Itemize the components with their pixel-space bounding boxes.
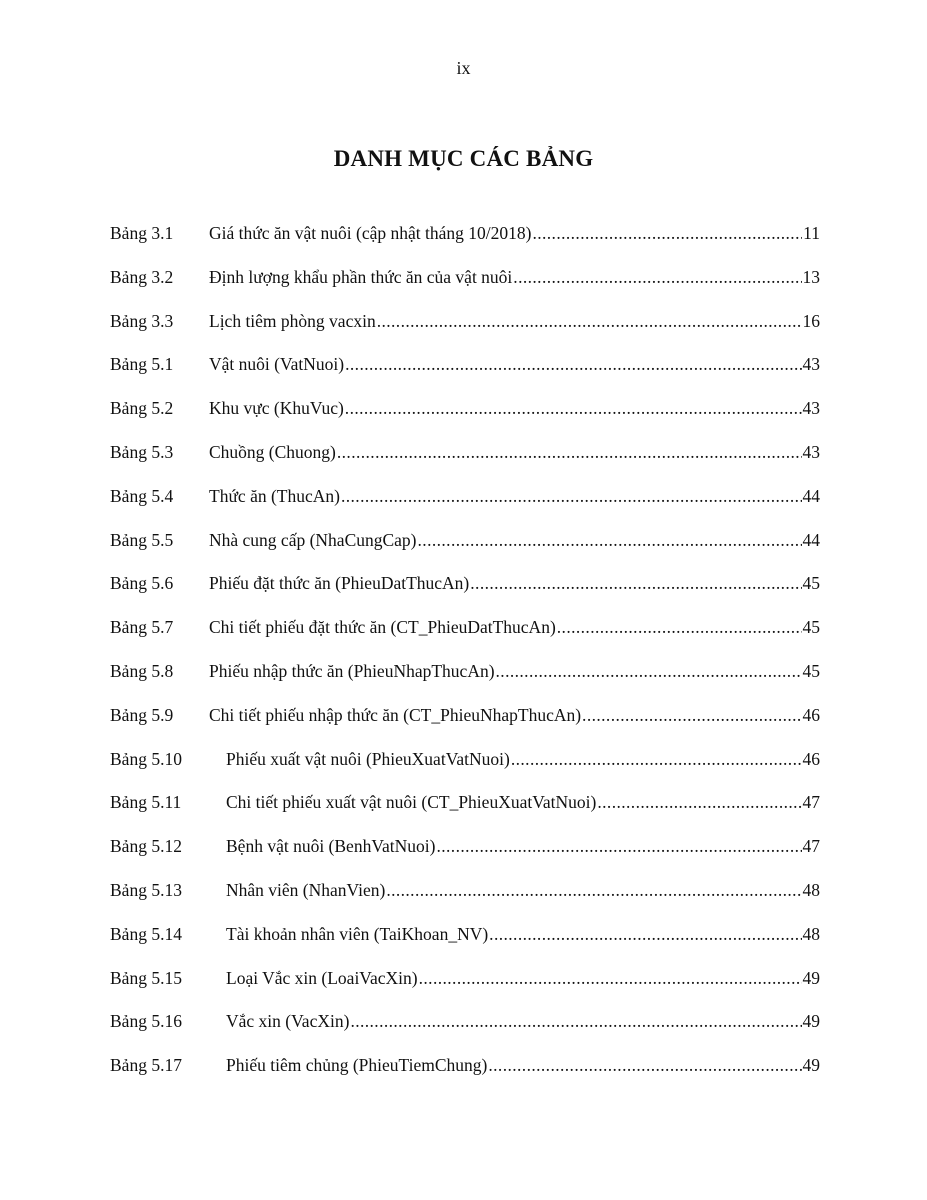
toc-entry-title: Vật nuôi (VatNuoi) bbox=[209, 354, 345, 375]
toc-entry-page: 43 bbox=[802, 441, 820, 462]
toc-entry-label: Bảng 5.3 bbox=[110, 441, 174, 462]
toc-entry-page: 43 bbox=[802, 398, 820, 419]
toc-entry-page: 13 bbox=[802, 266, 820, 287]
toc-entry-label: Bảng 3.1 bbox=[110, 223, 174, 243]
toc-entry-label: Bảng 5.11 bbox=[110, 792, 182, 813]
toc-entry-label: Bảng 5.2 bbox=[110, 398, 174, 419]
toc-entry-page: 45 bbox=[802, 617, 820, 638]
toc-entry-title: Phiếu nhập thức ăn (PhieuNhapThucAn) bbox=[209, 660, 495, 681]
toc-entry-page: 46 bbox=[802, 704, 820, 725]
dot-leader bbox=[377, 309, 802, 333]
table-list bbox=[110, 221, 820, 1097]
toc-entry-page: 48 bbox=[802, 923, 820, 944]
toc-entry-title: Chi tiết phiếu đặt thức ăn (CT_PhieuDatThucAn) bbox=[209, 617, 556, 638]
toc-entry-title: Nhân viên (NhanVien) bbox=[226, 879, 386, 900]
toc-entry[interactable] bbox=[110, 528, 820, 572]
toc-entry[interactable] bbox=[110, 352, 820, 396]
toc-entry-page: 44 bbox=[802, 485, 820, 506]
toc-entry-label: Bảng 5.12 bbox=[110, 836, 182, 857]
toc-entry-label: Bảng 5.4 bbox=[110, 485, 174, 506]
toc-entry[interactable] bbox=[110, 484, 820, 528]
toc-entry[interactable] bbox=[110, 1053, 820, 1097]
toc-entry-title: Phiếu đặt thức ăn (PhieuDatThucAn) bbox=[209, 573, 470, 594]
toc-entry-label: Bảng 5.10 bbox=[110, 748, 182, 769]
page-title: DANH MỤC CÁC BẢNG bbox=[333, 146, 594, 171]
toc-entry-title: Thức ăn (ThucAn) bbox=[209, 485, 340, 506]
toc-entry-label: Bảng 3.3 bbox=[110, 310, 174, 331]
toc-entry-page: 49 bbox=[802, 1055, 820, 1076]
dot-leader bbox=[345, 396, 802, 420]
toc-entry-title: Loại Vắc xin (LoaiVacXin) bbox=[226, 967, 418, 988]
toc-entry-page: 43 bbox=[802, 354, 820, 375]
toc-entry-title: Chi tiết phiếu xuất vật nuôi (CT_PhieuXuatVatNuoi) bbox=[226, 792, 597, 813]
dot-leader bbox=[513, 265, 801, 289]
toc-entry-title: Vắc xin (VacXin) bbox=[226, 1011, 350, 1032]
toc-entry-page: 49 bbox=[802, 967, 820, 988]
dot-leader bbox=[532, 221, 802, 245]
toc-entry[interactable] bbox=[110, 440, 820, 484]
dot-leader bbox=[597, 790, 801, 814]
toc-entry-title: Chuồng (Chuong) bbox=[209, 441, 336, 462]
toc-entry[interactable] bbox=[110, 878, 820, 922]
dot-leader bbox=[488, 1053, 801, 1077]
toc-entry-title: Khu vực (KhuVuc) bbox=[209, 398, 344, 419]
toc-entry-label: Bảng 5.1 bbox=[110, 354, 174, 375]
toc-entry-page: 46 bbox=[802, 748, 820, 769]
toc-entry[interactable] bbox=[110, 966, 820, 1010]
toc-entry-title: Phiếu xuất vật nuôi (PhieuXuatVatNuoi) bbox=[226, 748, 510, 769]
toc-entry-page: 47 bbox=[802, 792, 820, 813]
toc-entry-label: Bảng 5.17 bbox=[110, 1055, 182, 1076]
toc-entry-label: Bảng 5.6 bbox=[110, 573, 174, 594]
toc-entry-label: Bảng 5.9 bbox=[110, 704, 174, 725]
toc-entry-label: Bảng 5.5 bbox=[110, 529, 174, 550]
page-number: ix bbox=[456, 58, 471, 78]
dot-leader bbox=[341, 484, 802, 508]
toc-entry[interactable] bbox=[110, 221, 820, 265]
dot-leader bbox=[557, 615, 802, 639]
toc-entry-label: Bảng 5.15 bbox=[110, 967, 182, 988]
toc-entry-label: Bảng 5.16 bbox=[110, 1011, 182, 1032]
toc-entry-title: Chi tiết phiếu nhập thức ăn (CT_PhieuNhapThucAn) bbox=[209, 704, 582, 725]
toc-entry-title: Nhà cung cấp (NhaCungCap) bbox=[209, 529, 417, 550]
toc-entry-title: Giá thức ăn vật nuôi (cập nhật tháng 10/2018) bbox=[209, 223, 532, 243]
toc-entry-page: 48 bbox=[802, 879, 820, 900]
toc-entry[interactable] bbox=[110, 615, 820, 659]
toc-entry-title: Bệnh vật nuôi (BenhVatNuoi) bbox=[226, 836, 436, 857]
toc-entry[interactable] bbox=[110, 265, 820, 309]
toc-entry-title: Định lượng khẩu phần thức ăn của vật nuôi bbox=[209, 266, 513, 287]
toc-entry-page: 47 bbox=[802, 836, 820, 857]
toc-entry-page: 11 bbox=[803, 223, 820, 243]
toc-entry-label: Bảng 5.7 bbox=[110, 617, 174, 638]
toc-entry-title: Lịch tiêm phòng vacxin bbox=[209, 310, 376, 331]
dot-leader bbox=[418, 528, 802, 552]
toc-entry-label: Bảng 5.14 bbox=[110, 923, 182, 944]
dot-leader bbox=[511, 747, 802, 771]
toc-entry[interactable] bbox=[110, 834, 820, 878]
dot-leader bbox=[386, 878, 801, 902]
dot-leader bbox=[436, 834, 801, 858]
toc-entry-page: 16 bbox=[802, 310, 820, 331]
toc-entry[interactable] bbox=[110, 309, 820, 353]
toc-entry[interactable] bbox=[110, 790, 820, 834]
toc-entry-page: 44 bbox=[802, 529, 820, 550]
dot-leader bbox=[496, 659, 802, 683]
toc-entry-label: Bảng 3.2 bbox=[110, 266, 174, 287]
toc-entry[interactable] bbox=[110, 396, 820, 440]
dot-leader bbox=[337, 440, 802, 464]
toc-entry-title: Tài khoản nhân viên (TaiKhoan_NV) bbox=[226, 923, 489, 944]
toc-entry-label: Bảng 5.8 bbox=[110, 660, 174, 681]
toc-entry-title: Phiếu tiêm chủng (PhieuTiemChung) bbox=[226, 1055, 488, 1076]
toc-entry-page: 49 bbox=[802, 1011, 820, 1032]
dot-leader bbox=[345, 352, 801, 376]
toc-entry[interactable] bbox=[110, 659, 820, 703]
toc-entry-label: Bảng 5.13 bbox=[110, 879, 182, 900]
toc-entry[interactable] bbox=[110, 571, 820, 615]
dot-leader bbox=[489, 922, 801, 946]
toc-entry[interactable] bbox=[110, 747, 820, 791]
toc-entry[interactable] bbox=[110, 1009, 820, 1053]
toc-entry[interactable] bbox=[110, 922, 820, 966]
toc-entry[interactable] bbox=[110, 703, 820, 747]
dot-leader bbox=[470, 571, 801, 595]
dot-leader bbox=[419, 966, 802, 990]
toc-entry-page: 45 bbox=[802, 573, 820, 594]
dot-leader bbox=[350, 1009, 801, 1033]
dot-leader bbox=[582, 703, 801, 727]
toc-entry-page: 45 bbox=[802, 660, 820, 681]
